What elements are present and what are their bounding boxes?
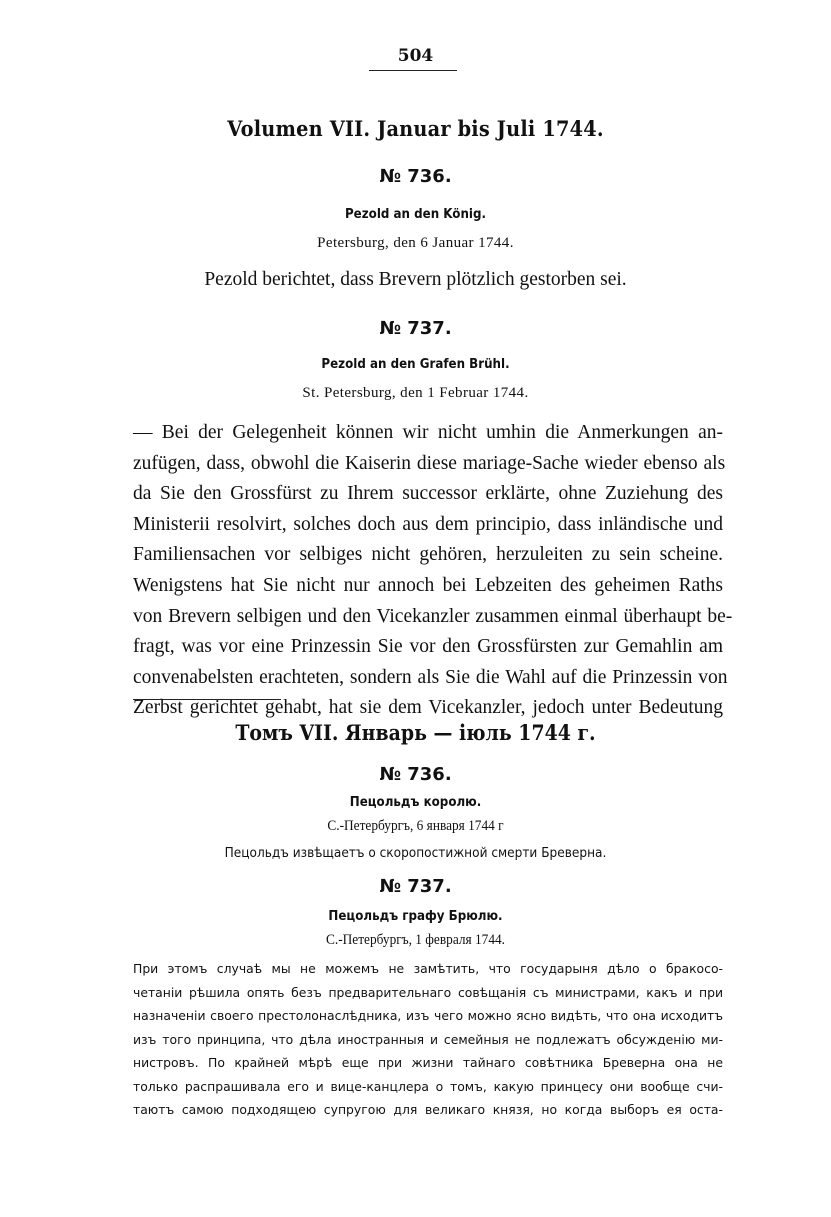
german-body-line: zufügen, dass, obwohl die Kaiserin diese mariage-Sache wieder ebenso als — [133, 452, 726, 474]
german-body-line: fragt, was vor eine Prinzessin Sie vor den Grossfürsten zur Gemahlin am — [133, 636, 723, 658]
russian-body-line: только распрашивала его и вице-канцлера о томъ, какую принцесу они вообще счи- — [133, 1078, 723, 1094]
russian-doc737-heading: Пецольдъ графу Брюлю. — [328, 908, 503, 924]
russian-doc737-number: № 737. — [379, 876, 452, 897]
german-body-line: da Sie den Grossfürst zu Ihrem successor erklärte, ohne Zuziehung des — [133, 483, 723, 505]
russian-body-line: таютъ самою подходящею супругою для великаго князя, но когда выборъ ея оста- — [133, 1102, 723, 1117]
german-doc737-heading: Pezold an den Grafen Brühl. — [321, 356, 510, 372]
russian-body-line: нистровъ. По крайней мѣрѣ еще при жизни тайнаго совѣтника Бреверна она не — [133, 1055, 723, 1070]
section-divider — [133, 699, 281, 700]
german-doc736-summary: Pezold berichtet, dass Brevern plötzlich gestorben sei. — [204, 269, 627, 290]
german-doc736-date: Petersburg, den 6 Januar 1744. — [317, 235, 514, 251]
russian-body-line: четаніи рѣшила опять безъ предварительнаго совѣщанія съ министрами, какъ и при — [133, 984, 723, 1000]
german-doc736-heading: Pezold an den König. — [344, 206, 487, 222]
german-body-line: Zerbst gerichtet gehabt, hat sie dem Vicekanzler, jedoch unter Bedeutung — [133, 697, 723, 719]
german-doc737-body — [133, 418, 733, 724]
russian-doc737-body — [133, 957, 723, 1122]
russian-doc736-summary: Пецольдъ извѣщаетъ о скоропостижной смерти Бреверна. — [224, 845, 607, 861]
german-body-line: Familiensachen vor selbiges nicht gehören, herzuleiten zu sein scheine. — [133, 544, 723, 566]
german-body-line: — Bei der Gelegenheit können wir nicht umhin die Anmerkungen an- — [133, 422, 723, 443]
russian-doc736-number: № 736. — [379, 764, 452, 785]
german-doc736-number: № 736. — [379, 166, 452, 187]
russian-doc736-date: С.-Петербургъ, 6 января 1744 г — [327, 818, 504, 834]
german-body-line: Ministerii resolvirt, solches doch aus dem principio, dass inländische und — [133, 513, 723, 535]
german-body-line: Wenigstens hat Sie nicht nur annoch bei Lebzeiten des geheimen Raths — [133, 574, 723, 596]
russian-body-line: изъ того принципа, что дѣла иностранныя и семейныя не подлежатъ обсужденію ми- — [133, 1031, 723, 1047]
russian-doc737-date: С.-Петербургъ, 1 февраля 1744. — [325, 932, 506, 948]
russian-volume-title: Томъ VII. Январь — іюль 1744 г. — [235, 720, 596, 745]
german-body-line: convenabelsten erachteten, sondern als Sie die Wahl auf die Prinzessin von — [133, 666, 728, 688]
russian-doc736-heading: Пецольдъ королю. — [349, 794, 482, 810]
german-doc737-date: St. Petersburg, den 1 Februar 1744. — [302, 385, 529, 401]
german-body-line: von Brevern selbigen und den Vicekanzler zusammen einmal überhaupt be- — [133, 605, 733, 627]
russian-body-line: При этомъ случаѣ мы не можемъ не замѣтить, что государыня дѣло о бракосо- — [133, 961, 723, 976]
russian-body-line: назначеніи своего престолонаслѣдника, изъ чего можно ясно видѣть, что она исходитъ — [133, 1008, 723, 1023]
page-number-rule — [369, 70, 457, 71]
page-number: 504 — [397, 46, 434, 66]
german-volume-title: Volumen VII. Januar bis Juli 1744. — [227, 116, 604, 141]
german-doc737-number: № 737. — [379, 318, 452, 339]
